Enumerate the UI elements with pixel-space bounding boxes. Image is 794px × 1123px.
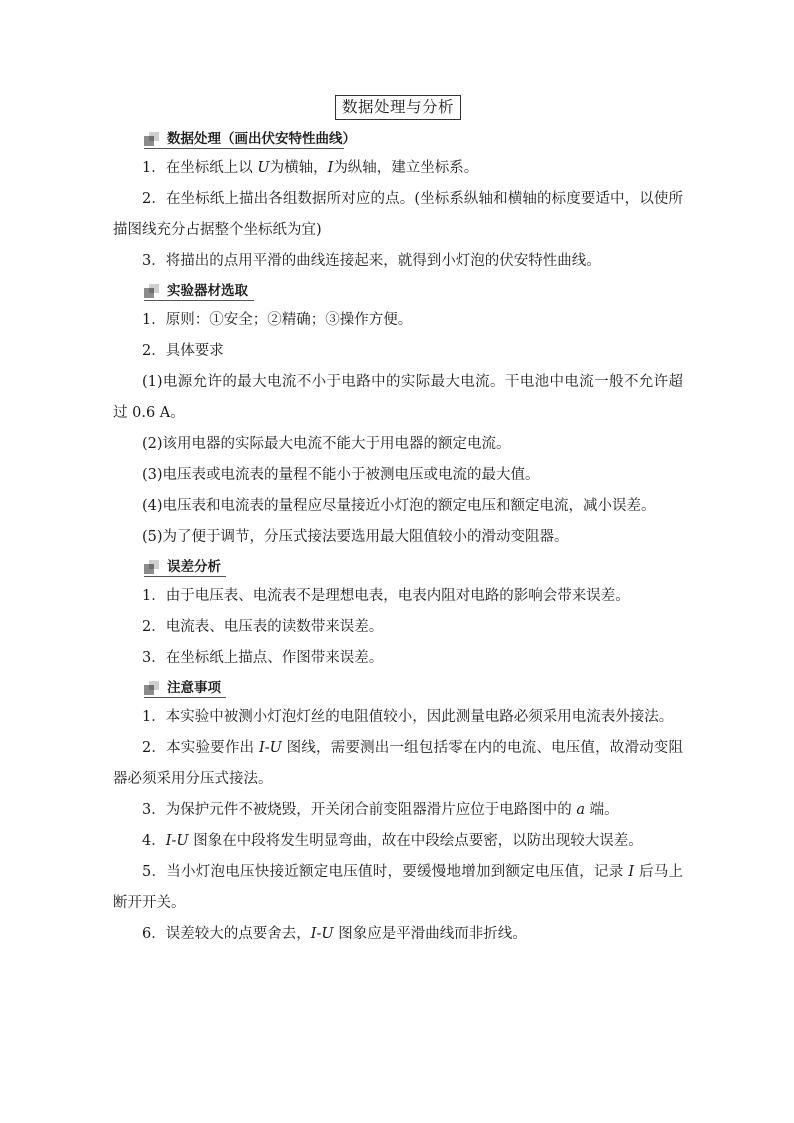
section-heading-text: 数据处理（画出伏安特性曲线） <box>167 131 356 147</box>
paragraph: 2．具体要求 <box>142 343 224 359</box>
paragraph: 1．本实验中被测小灯泡灯丝的电阻值较小，因此测量电路必须采用电流表外接法。 <box>142 709 674 725</box>
paragraph: (2)该用电器的实际最大电流不能大于用电器的额定电流。 <box>142 436 511 452</box>
section-heading-data-processing <box>113 125 683 153</box>
square-bullet-icon <box>144 681 160 695</box>
paragraph: 2．电流表、电压表的读数带来误差。 <box>142 619 384 635</box>
document-content <box>113 95 683 950</box>
paragraph: 4．I-U 图象在中段将发生明显弯曲，故在中段绘点要密，以防出现较大误差。 <box>142 833 643 849</box>
paragraph: 2．在坐标纸上描出各组数据所对应的点。(坐标系纵轴和横轴的标度要适中，以使所描图线充分占据整个坐标纸为宜) <box>113 191 683 238</box>
paragraph: 5．当小灯泡电压快接近额定电压值时，要缓慢地增加到额定电压值，记录 I 后马上断开开关。 <box>113 864 683 911</box>
paragraph: 3．将描出的点用平滑的曲线连接起来，就得到小灯泡的伏安特性曲线。 <box>142 253 601 269</box>
heading-underline <box>144 148 344 149</box>
section-heading-equipment-selection <box>113 277 683 305</box>
heading-underline <box>144 576 226 577</box>
section-heading-text: 误差分析 <box>167 559 221 575</box>
square-bullet-icon <box>144 560 160 574</box>
paragraph: 3．在坐标纸上描点、作图带来误差。 <box>142 650 384 666</box>
paragraph: 1．由于电压表、电流表不是理想电表，电表内阻对电路的影响会带来误差。 <box>142 588 630 604</box>
paragraph: 6．误差较大的点要舍去，I-U 图象应是平滑曲线而非折线。 <box>142 926 527 942</box>
section-heading-text: 实验器材选取 <box>167 283 248 299</box>
page-title: 数据处理与分析 <box>335 95 461 120</box>
title-wrap <box>113 95 683 121</box>
paragraph: 1．在坐标纸上以 U为横轴，I为纵轴，建立坐标系。 <box>142 160 479 176</box>
section-heading-error-analysis <box>113 553 683 581</box>
paragraph: (5)为了便于调节，分压式接法要选用最大阻值较小的滑动变阻器。 <box>142 529 569 545</box>
square-bullet-icon <box>144 284 160 298</box>
paragraph: (1)电源允许的最大电流不小于电路中的实际最大电流。干电池中电流一般不允许超过 0.6 A。 <box>113 374 683 421</box>
heading-underline <box>144 300 254 301</box>
paragraph: (3)电压表或电流表的量程不能小于被测电压或电流的最大值。 <box>142 467 540 483</box>
paragraph: (4)电压表和电流表的量程应尽量接近小灯泡的额定电压和额定电流，减小误差。 <box>142 498 656 514</box>
paragraph: 1．原则：①安全；②精确；③操作方便。 <box>142 312 413 328</box>
section-heading-text: 注意事项 <box>167 680 221 696</box>
paragraph: 2．本实验要作出 I-U 图线，需要测出一组包括零在内的电流、电压值，故滑动变阻器必须采用分压式接法。 <box>113 740 683 787</box>
section-heading-precautions <box>113 674 683 702</box>
heading-underline <box>144 697 226 698</box>
square-bullet-icon <box>144 132 160 146</box>
paragraph: 3．为保护元件不被烧毁，开关闭合前变阻器滑片应位于电路图中的 a 端。 <box>142 802 619 818</box>
